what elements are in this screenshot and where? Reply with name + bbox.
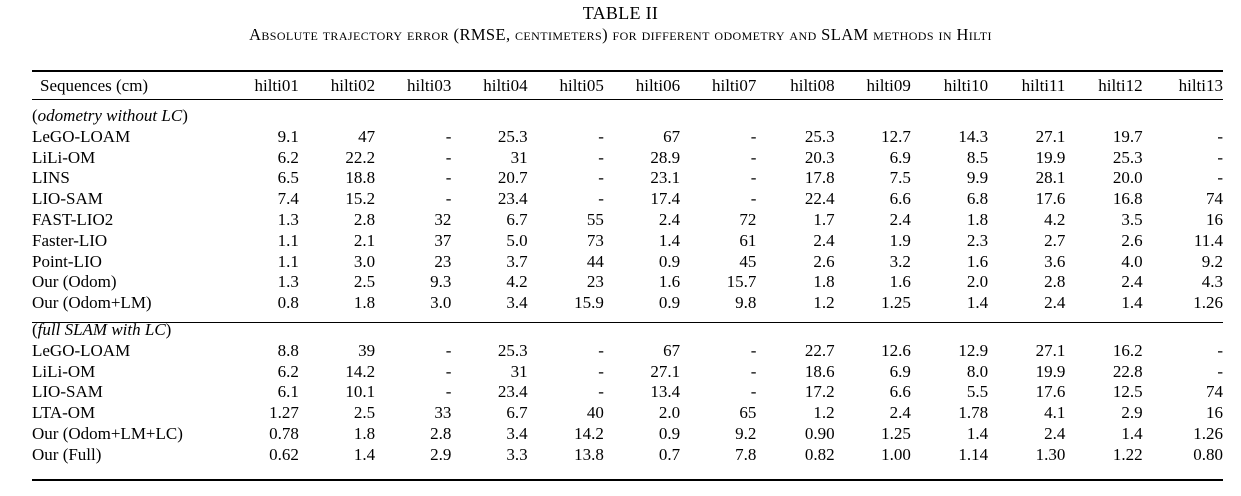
table-row — [32, 293, 1223, 314]
table-cell: 2.4 — [889, 209, 911, 229]
method-name: LIO-SAM — [32, 382, 103, 402]
table-cell: 1.3 — [277, 209, 299, 229]
table-row — [32, 148, 1223, 169]
table-cell: 1.2 — [813, 293, 835, 313]
table-row — [32, 210, 1223, 231]
table-row — [32, 231, 1223, 252]
table-cell: - — [445, 340, 452, 360]
table-cell: 17.4 — [650, 189, 681, 209]
table-cell: 33 — [434, 403, 452, 423]
table-cell: 3.2 — [889, 251, 911, 271]
table-cell: 74 — [1206, 382, 1223, 402]
table-cell: 0.9 — [658, 251, 681, 271]
method-name: Our (Full) — [32, 444, 102, 464]
table-cell: 4.2 — [506, 272, 528, 292]
table-cell: 1.6 — [966, 251, 989, 271]
open-paren: ( — [32, 106, 38, 125]
table-cell: 1.4 — [353, 444, 376, 464]
table-row — [32, 252, 1223, 273]
table-cell: 0.80 — [1193, 444, 1223, 464]
table-cell: 15.2 — [345, 189, 376, 209]
table-cell: 12.9 — [958, 340, 989, 360]
table-cell: 23 — [586, 272, 604, 292]
table-cell: 23.1 — [650, 168, 681, 188]
table-cell: 1.8 — [966, 209, 989, 229]
table-cell: 1.27 — [269, 403, 299, 423]
table-cell: 22.4 — [804, 189, 835, 209]
table-row — [32, 445, 1223, 466]
table-cell: 8.8 — [277, 340, 299, 360]
table-cell: 2.7 — [1044, 230, 1066, 250]
table-cell: - — [445, 126, 452, 146]
table-cell: 5.0 — [506, 230, 528, 250]
table-cell: - — [598, 189, 604, 209]
table-cell: - — [750, 361, 757, 381]
table-cell: 3.5 — [1121, 209, 1143, 229]
table-cell: - — [750, 382, 757, 402]
table-cell: 1.1 — [277, 230, 299, 250]
table-cell: 1.14 — [958, 444, 989, 464]
table-cell: - — [1217, 168, 1223, 188]
table-cell: 2.0 — [658, 403, 681, 423]
table-cell: 6.9 — [889, 147, 911, 167]
table-cell: 2.5 — [353, 272, 376, 292]
table-cell: 25.3 — [1112, 147, 1143, 167]
table-cell: 13.8 — [574, 444, 604, 464]
table-cell: - — [750, 189, 757, 209]
table-cell: 0.90 — [804, 423, 835, 443]
table-cell: 1.4 — [966, 293, 989, 313]
table-cell: 3.6 — [1044, 251, 1066, 271]
table-cell: 23 — [434, 251, 452, 271]
table-cell: 14.3 — [958, 126, 989, 146]
column-header-hilti06: hilti06 — [635, 76, 681, 96]
table-cell: 2.6 — [813, 251, 835, 271]
table-row — [32, 341, 1223, 362]
table-cell: 0.62 — [269, 444, 299, 464]
table-cell: 44 — [586, 251, 604, 271]
table-cell: 3.0 — [353, 251, 376, 271]
table-cell: 3.7 — [506, 251, 528, 271]
table-cell: 27.1 — [1035, 126, 1066, 146]
table-cell: 8.0 — [966, 361, 989, 381]
table-cell: 1.6 — [889, 272, 911, 292]
table-cell: - — [750, 340, 757, 360]
table-caption: Absolute trajectory error (RMSE, centimeters) for different odometry and SLAM methods in Hilti — [249, 25, 992, 44]
table-row — [32, 127, 1223, 148]
table-cell: 2.4 — [889, 403, 911, 423]
method-name: LTA-OM — [32, 403, 96, 423]
table-cell: - — [445, 168, 452, 188]
table-cell: 2.4 — [1044, 293, 1066, 313]
table-cell: 12.6 — [881, 340, 911, 360]
table-cell: - — [445, 147, 452, 167]
group-label-text: full SLAM with LC — [37, 319, 166, 339]
bottom-rule — [32, 479, 1223, 481]
table-cell: 39 — [358, 340, 376, 360]
table-cell: 2.0 — [966, 272, 989, 292]
table-cell: 6.7 — [506, 209, 528, 229]
table-cell: 19.7 — [1112, 126, 1143, 146]
table-cell: 3.0 — [430, 293, 452, 313]
table-row — [32, 382, 1223, 403]
table-cell: 6.7 — [506, 403, 528, 423]
table-cell: - — [598, 340, 604, 360]
table-cell: 16.2 — [1112, 340, 1143, 360]
table-body — [32, 100, 1223, 466]
table-cell: 73 — [586, 230, 604, 250]
table-cell: 3.4 — [506, 293, 528, 313]
group-label-text: odometry without LC — [37, 106, 183, 125]
table-cell: 7.4 — [277, 189, 299, 209]
table-cell: 17.8 — [804, 168, 835, 188]
table-cell: 9.2 — [1201, 251, 1223, 271]
table-cell: 31 — [510, 147, 528, 167]
column-header-sequences: Sequences (cm) — [40, 76, 149, 96]
method-name: Our (Odom+LM+LC) — [32, 423, 183, 443]
table-cell: 67 — [663, 340, 681, 360]
table-cell: 37 — [434, 230, 452, 250]
method-name: Point-LIO — [32, 251, 102, 271]
table-cell: 2.8 — [353, 209, 376, 229]
column-header-hilti03: hilti03 — [406, 76, 452, 96]
results-table — [32, 73, 1223, 466]
method-name: Our (Odom) — [32, 272, 117, 292]
table-cell: 1.30 — [1035, 444, 1066, 464]
table-cell: 15.9 — [574, 293, 604, 313]
table-cell: 1.6 — [658, 272, 681, 292]
open-paren: ( — [32, 319, 38, 339]
table-cell: 6.2 — [277, 361, 299, 381]
table-cell: 2.8 — [430, 423, 452, 443]
table-cell: 1.22 — [1112, 444, 1143, 464]
table-cell: 1.9 — [889, 230, 911, 250]
table-cell: 74 — [1206, 189, 1223, 209]
table-cell: - — [598, 147, 604, 167]
table-cell: 40 — [586, 403, 604, 423]
table-cell: 11.4 — [1193, 230, 1223, 250]
table-cell: 4.0 — [1121, 251, 1143, 271]
group-label — [32, 314, 1223, 341]
table-cell: - — [598, 168, 604, 188]
table-cell: 5.5 — [966, 382, 989, 402]
table-cell: 2.9 — [1121, 403, 1143, 423]
table-cell: 65 — [739, 403, 757, 423]
table-cell: 6.6 — [889, 189, 911, 209]
table-cell: 19.9 — [1035, 361, 1066, 381]
table-cell: 0.9 — [658, 293, 681, 313]
table-cell: 1.8 — [353, 423, 376, 443]
table-row — [32, 272, 1223, 293]
table-cell: 31 — [510, 361, 528, 381]
table-cell: - — [445, 361, 452, 381]
table-cell: 6.1 — [277, 382, 299, 402]
table-cell: 14.2 — [345, 361, 376, 381]
table-cell: 7.8 — [735, 444, 757, 464]
table-cell: 25.3 — [804, 126, 835, 146]
column-header-hilti08: hilti08 — [790, 76, 835, 96]
table-cell: 1.26 — [1193, 423, 1223, 443]
column-header-hilti01: hilti01 — [254, 76, 299, 96]
table-cell: 1.4 — [1121, 423, 1143, 443]
table-cell: 25.3 — [497, 126, 528, 146]
table-cell: 4.3 — [1201, 272, 1223, 292]
table-cell: 17.2 — [804, 382, 835, 402]
table-cell: 28.1 — [1035, 168, 1066, 188]
table-cell: 19.9 — [1035, 147, 1066, 167]
column-header-hilti02: hilti02 — [330, 76, 376, 96]
table-cell: 1.78 — [958, 403, 989, 423]
table-cell: 9.2 — [735, 423, 757, 443]
column-header-hilti04: hilti04 — [483, 76, 528, 96]
table-cell: 55 — [586, 209, 604, 229]
method-name: LiLi-OM — [32, 147, 96, 167]
column-header-hilti05: hilti05 — [559, 76, 604, 96]
table-cell: 2.8 — [1044, 272, 1066, 292]
table-cell: 17.6 — [1035, 382, 1066, 402]
table-cell: 1.26 — [1193, 293, 1223, 313]
table-cell: 1.2 — [813, 403, 835, 423]
table-row — [32, 362, 1223, 383]
table-cell: 1.25 — [881, 423, 911, 443]
table-cell: 28.9 — [650, 147, 681, 167]
column-header-hilti09: hilti09 — [866, 76, 911, 96]
table-cell: - — [1217, 340, 1223, 360]
table-cell: 23.4 — [497, 382, 528, 402]
table-cell: 3.4 — [506, 423, 528, 443]
table-cell: 1.4 — [1121, 293, 1143, 313]
method-name: LeGO-LOAM — [32, 340, 131, 360]
table-row — [32, 424, 1223, 445]
table-cell: 7.5 — [889, 168, 911, 188]
table-cell: 22.8 — [1112, 361, 1143, 381]
table-cell: 18.8 — [345, 168, 376, 188]
column-header-hilti12: hilti12 — [1098, 76, 1143, 96]
group-header-row — [32, 314, 1223, 341]
table-cell: 27.1 — [1035, 340, 1066, 360]
close-paren: ) — [165, 319, 172, 339]
table-cell: 1.3 — [277, 272, 299, 292]
table-cell: 12.5 — [1112, 382, 1143, 402]
table-row — [32, 189, 1223, 210]
table-cell: 1.8 — [813, 272, 835, 292]
table-cell: 2.1 — [353, 230, 376, 250]
table-cell: 25.3 — [497, 340, 528, 360]
method-name: LiLi-OM — [32, 361, 96, 381]
table-cell: 20.0 — [1112, 168, 1143, 188]
table-cell: 2.4 — [813, 230, 835, 250]
method-name: FAST-LIO2 — [32, 209, 114, 229]
method-name: Faster-LIO — [32, 230, 108, 250]
table-cell: 16 — [1206, 209, 1223, 229]
table-cell: 2.4 — [658, 209, 681, 229]
table-cell: 1.8 — [353, 293, 376, 313]
table-cell: 18.6 — [804, 361, 835, 381]
table-cell: 6.9 — [889, 361, 911, 381]
table-row — [32, 168, 1223, 189]
table-cell: 0.7 — [658, 444, 681, 464]
table-cell: - — [750, 147, 757, 167]
table-cell: 0.8 — [277, 293, 299, 313]
table-cell: 6.8 — [966, 189, 989, 209]
table-cell: 47 — [358, 126, 376, 146]
table-cell: 0.78 — [269, 423, 299, 443]
table-cell: 13.4 — [650, 382, 681, 402]
table-cell: 1.4 — [966, 423, 989, 443]
method-name: LINS — [32, 168, 70, 188]
table-cell: 16 — [1206, 403, 1223, 423]
table-cell: 20.7 — [497, 168, 528, 188]
table-cell: 2.4 — [1121, 272, 1143, 292]
table-cell: 14.2 — [574, 423, 604, 443]
table-cell: 2.5 — [353, 403, 376, 423]
column-header-hilti13: hilti13 — [1178, 76, 1223, 96]
column-header-hilti07: hilti07 — [711, 76, 757, 96]
method-name: LIO-SAM — [32, 189, 103, 209]
table-cell: 0.82 — [804, 444, 835, 464]
table-cell: 2.4 — [1044, 423, 1066, 443]
table-cell: - — [598, 361, 604, 381]
table-cell: 9.8 — [735, 293, 757, 313]
table-cell: 6.5 — [277, 168, 299, 188]
table-cell: - — [1217, 147, 1223, 167]
table-cell: - — [1217, 361, 1223, 381]
top-rule — [32, 70, 1223, 72]
table-cell: 16.8 — [1112, 189, 1143, 209]
table-cell: 2.6 — [1121, 230, 1143, 250]
column-header-hilti11: hilti11 — [1021, 76, 1066, 96]
table-cell: 8.5 — [966, 147, 989, 167]
table-cell: - — [598, 382, 604, 402]
table-cell: 6.2 — [277, 147, 299, 167]
group-header-row — [32, 100, 1223, 127]
method-name: Our (Odom+LM) — [32, 293, 152, 313]
table-cell: 6.6 — [889, 382, 911, 402]
table-cell: 4.2 — [1044, 209, 1066, 229]
table-cell: 1.7 — [813, 209, 835, 229]
group-label — [32, 100, 1223, 127]
table-cell: 27.1 — [650, 361, 681, 381]
table-cell: 1.25 — [881, 293, 911, 313]
table-cell: - — [750, 126, 757, 146]
table-cell: 32 — [434, 209, 452, 229]
table-cell: 10.1 — [345, 382, 376, 402]
table-cell: 2.9 — [430, 444, 452, 464]
table-cell: 45 — [739, 251, 757, 271]
table-cell: 22.7 — [804, 340, 835, 360]
table-cell: 72 — [739, 209, 757, 229]
table-cell: 1.1 — [277, 251, 299, 271]
table-label: TABLE II — [582, 3, 659, 23]
table-cell: 17.6 — [1035, 189, 1066, 209]
table-cell: - — [445, 382, 452, 402]
column-header-hilti10: hilti10 — [943, 76, 989, 96]
table-cell: - — [445, 189, 452, 209]
table-cell: 15.7 — [726, 272, 757, 292]
table-cell: 61 — [739, 230, 757, 250]
method-name: LeGO-LOAM — [32, 126, 131, 146]
header-row — [32, 73, 1223, 100]
table-cell: 1.4 — [658, 230, 681, 250]
table-cell: 12.7 — [881, 126, 911, 146]
table-row — [32, 403, 1223, 424]
table-cell: 67 — [663, 126, 681, 146]
close-paren: ) — [182, 106, 188, 125]
table-cell: 1.00 — [881, 444, 911, 464]
table-cell: 0.9 — [658, 423, 681, 443]
table-cell: 2.3 — [966, 230, 989, 250]
table-cell: 22.2 — [345, 147, 376, 167]
table-cell: - — [598, 126, 604, 146]
table-cell: 3.3 — [506, 444, 528, 464]
table-cell: 4.1 — [1044, 403, 1066, 423]
table-cell: 20.3 — [804, 147, 835, 167]
table-cell: 9.3 — [430, 272, 452, 292]
table-cell: 23.4 — [497, 189, 528, 209]
table-cell: 9.9 — [966, 168, 989, 188]
table-cell: 9.1 — [277, 126, 299, 146]
table-cell: - — [1217, 126, 1223, 146]
table-cell: - — [750, 168, 757, 188]
